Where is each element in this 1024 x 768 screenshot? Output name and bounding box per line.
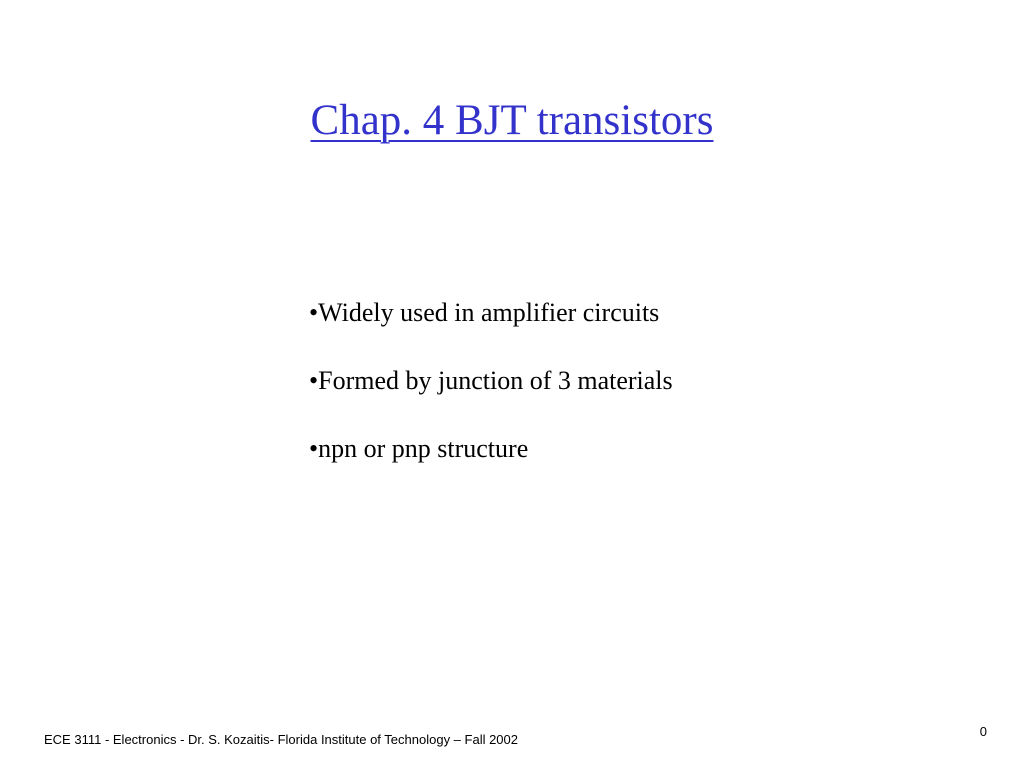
bullet-dot: • — [309, 366, 319, 395]
bullet-text: npn or pnp structure — [318, 434, 529, 463]
bullet-item — [309, 296, 673, 330]
bullet-dot: • — [309, 434, 319, 463]
slide-title: Chap. 4 BJT transistors — [310, 97, 714, 144]
bullet-text: Formed by junction of 3 materials — [318, 366, 673, 395]
bullet-text: Widely used in amplifier circuits — [318, 298, 660, 327]
bullet-item — [309, 432, 673, 466]
bullet-dot: • — [309, 298, 319, 327]
bullet-list — [309, 296, 673, 500]
page-number: 0 — [979, 724, 987, 739]
slide-footer: ECE 3111 - Electronics - Dr. S. Kozaitis- Florida Institute of Technology – Fall 2002 — [44, 732, 518, 747]
bullet-item — [309, 364, 673, 398]
